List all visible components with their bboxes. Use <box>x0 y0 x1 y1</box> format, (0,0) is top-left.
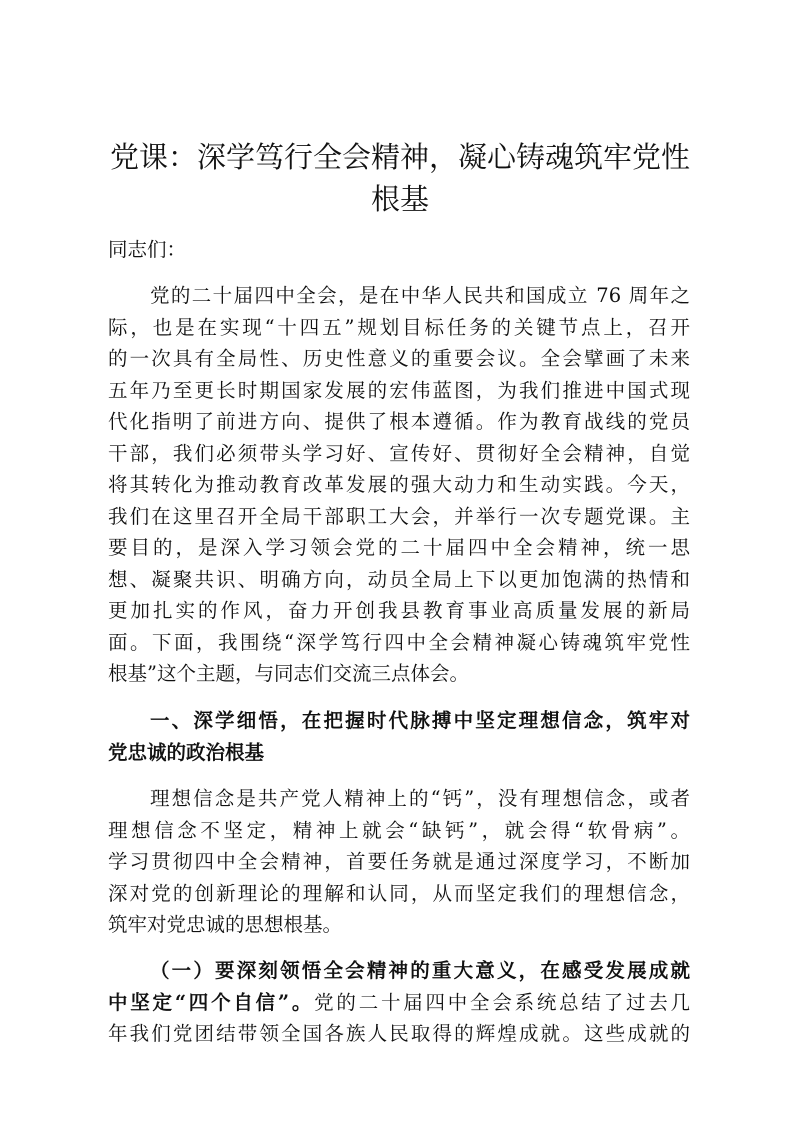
intro-line: 五年乃至更长时期国家发展的宏伟蓝图，为我们推进中国式现 <box>108 378 690 402</box>
document-title-line-1: 党课：深学笃行全会精神，凝心铸魂筑牢党性 <box>109 140 690 174</box>
section-body-line: 理想信念是共产党人精神上的“钙”，没有理想信念，或者 <box>150 787 690 810</box>
intro-line: 要目的，是深入学习领会党的二十届四中全会精神，统一思 <box>108 536 690 559</box>
subsection-line-3: 年我们党团结带领全国各族人民取得的辉煌成就。这些成就的 <box>108 1022 690 1045</box>
subsection-heading-tail: 中坚定“四个自信”。 <box>108 990 315 1014</box>
intro-line: 我们在这里召开全局干部职工大会，并举行一次专题党课。主 <box>108 504 690 528</box>
salutation: 同志们： <box>108 238 187 261</box>
section-body-line: 理想信念不坚定，精神上就会“缺钙”，就会得“软骨病”。 <box>108 818 690 842</box>
subsection-body-text: 党的二十届四中全会系统总结了过去几 <box>314 990 690 1014</box>
intro-line: 将其转化为推动教育改革发展的强大动力和生动实践。今天， <box>108 473 690 496</box>
intro-line: 更加扎实的作风，奋力开创我县教育事业高质量发展的新局 <box>108 599 690 622</box>
intro-line: 面。下面，我围绕“深学笃行四中全会精神凝心铸魂筑牢党性 <box>108 630 690 654</box>
document-title-line-2: 根基 <box>370 182 429 216</box>
intro-line: 想、凝聚共识、明确方向，动员全局上下以更加饱满的热情和 <box>108 567 690 591</box>
intro-line: 根基”这个主题，与同志们交流三点体会。 <box>108 662 469 685</box>
section-body-line: 学习贯彻四中全会精神，首要任务就是通过深度学习，不断加 <box>108 850 690 873</box>
intro-line: 际，也是在实现“十四五”规划目标任务的关键节点上，召开 <box>108 315 690 339</box>
intro-line: 代化指明了前进方向、提供了根本遵循。作为教育战线的党员 <box>108 410 690 433</box>
intro-line: 党的二十届四中全会，是在中华人民共和国成立 76 周年之 <box>150 284 690 307</box>
section-heading-line: 一、深学细悟，在把握时代脉搏中坚定理想信念，筑牢对 <box>150 709 690 732</box>
subsection-line-2 <box>108 989 690 1017</box>
section-heading-line: 党忠诚的政治根基 <box>108 740 265 764</box>
intro-line: 干部，我们必须带头学习好、宣传好、贯彻好全会精神，自觉 <box>108 441 690 465</box>
intro-line: 的一次具有全局性、历史性意义的重要会议。全会擘画了未来 <box>108 347 690 370</box>
section-body-line: 筑牢对党忠诚的思想根基。 <box>108 913 343 936</box>
subsection-heading-line: （一）要深刻领悟全会精神的重大意义，在感受发展成就 <box>150 959 690 982</box>
section-body-line: 深对党的创新理论的理解和认同，从而坚定我们的理想信念， <box>108 881 690 905</box>
